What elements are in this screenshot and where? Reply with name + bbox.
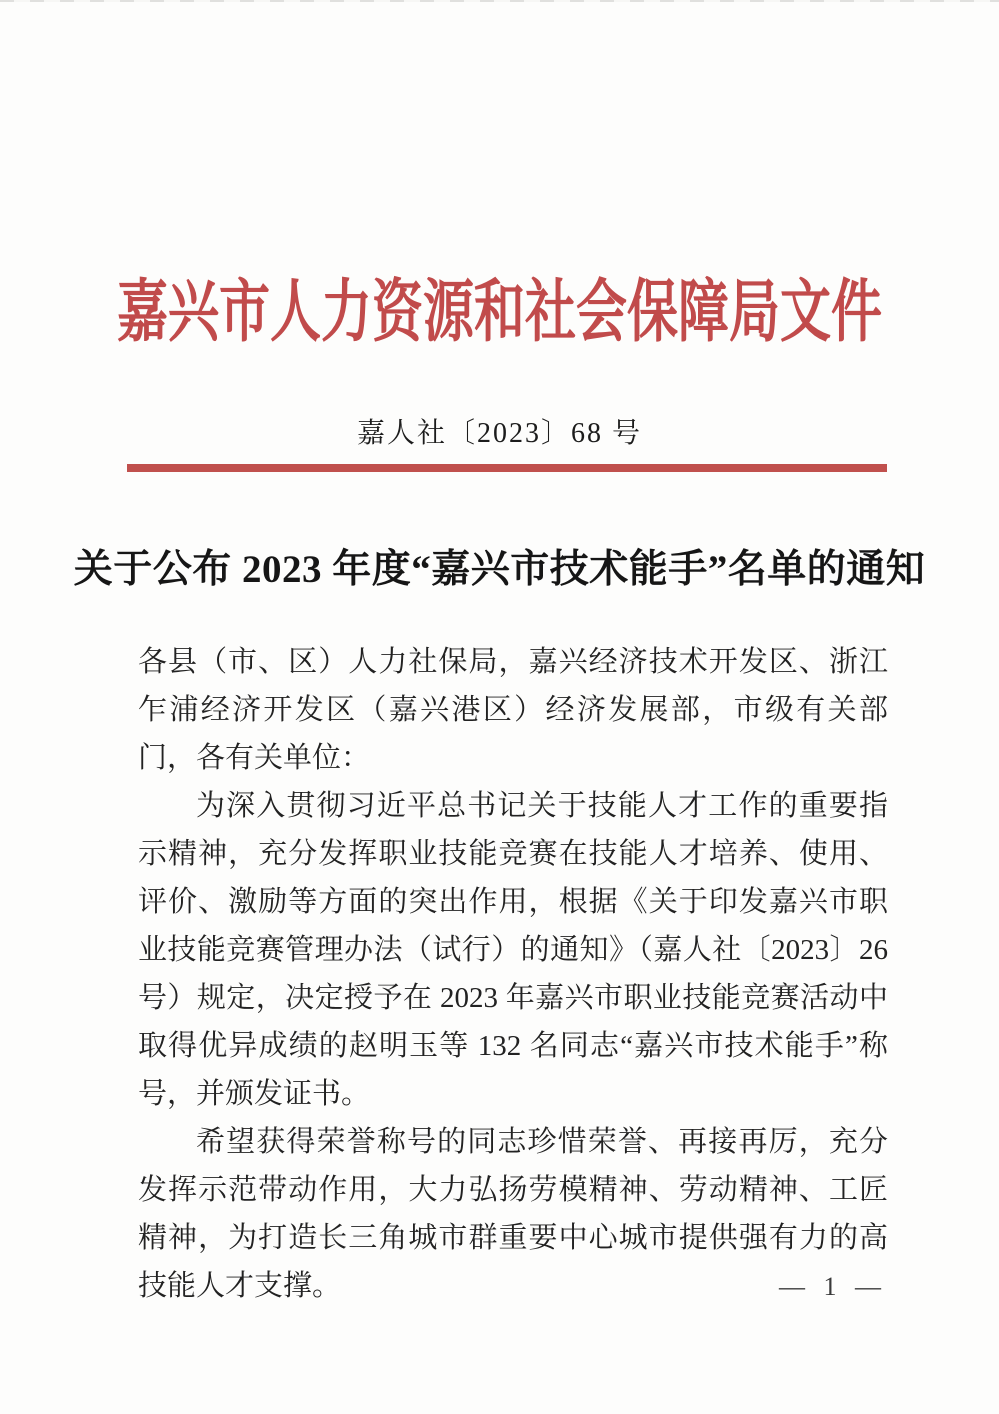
- body-paragraph: 希望获得荣誉称号的同志珍惜荣誉、再接再厉，充分发挥示范带动作用，大力弘扬劳模精神、劳动精神、工匠精神，为打造长三角城市群重要中心城市提供强有力的高技能人才支撑。: [138, 1126, 888, 1302]
- page-number: — 1 —: [779, 1272, 887, 1301]
- doc-number: 嘉人社〔2023〕68 号: [356, 418, 642, 449]
- scan-artifact-line: [0, 0, 999, 2]
- notice-title: 关于公布 2023 年度“嘉兴市技术能手”名单的通知: [73, 548, 926, 591]
- notice-body: [138, 638, 888, 1310]
- salutation: 各县（市、区）人力社保局，嘉兴经济技术开发区、浙江乍浦经济开发区（嘉兴港区）经济发展部，市级有关部门，各有关单位：: [138, 646, 888, 774]
- agency-title: 嘉兴市人力资源和社会保障局文件: [116, 276, 882, 352]
- red-divider-line: [127, 464, 887, 472]
- body-paragraph: 为深入贯彻习近平总书记关于技能人才工作的重要指示精神，充分发挥职业技能竞赛在技能人才培养、使用、评价、激励等方面的突出作用，根据《关于印发嘉兴市职业技能竞赛管理办法（试行）的通知》（嘉人社〔2023〕26 号）规定，决定授予在 2023 年嘉兴市职业技能竞赛活动中取得优异成绩的赵明玉等 132 名同志“嘉兴市技术能手”称号，并颁发证书。: [138, 790, 888, 1110]
